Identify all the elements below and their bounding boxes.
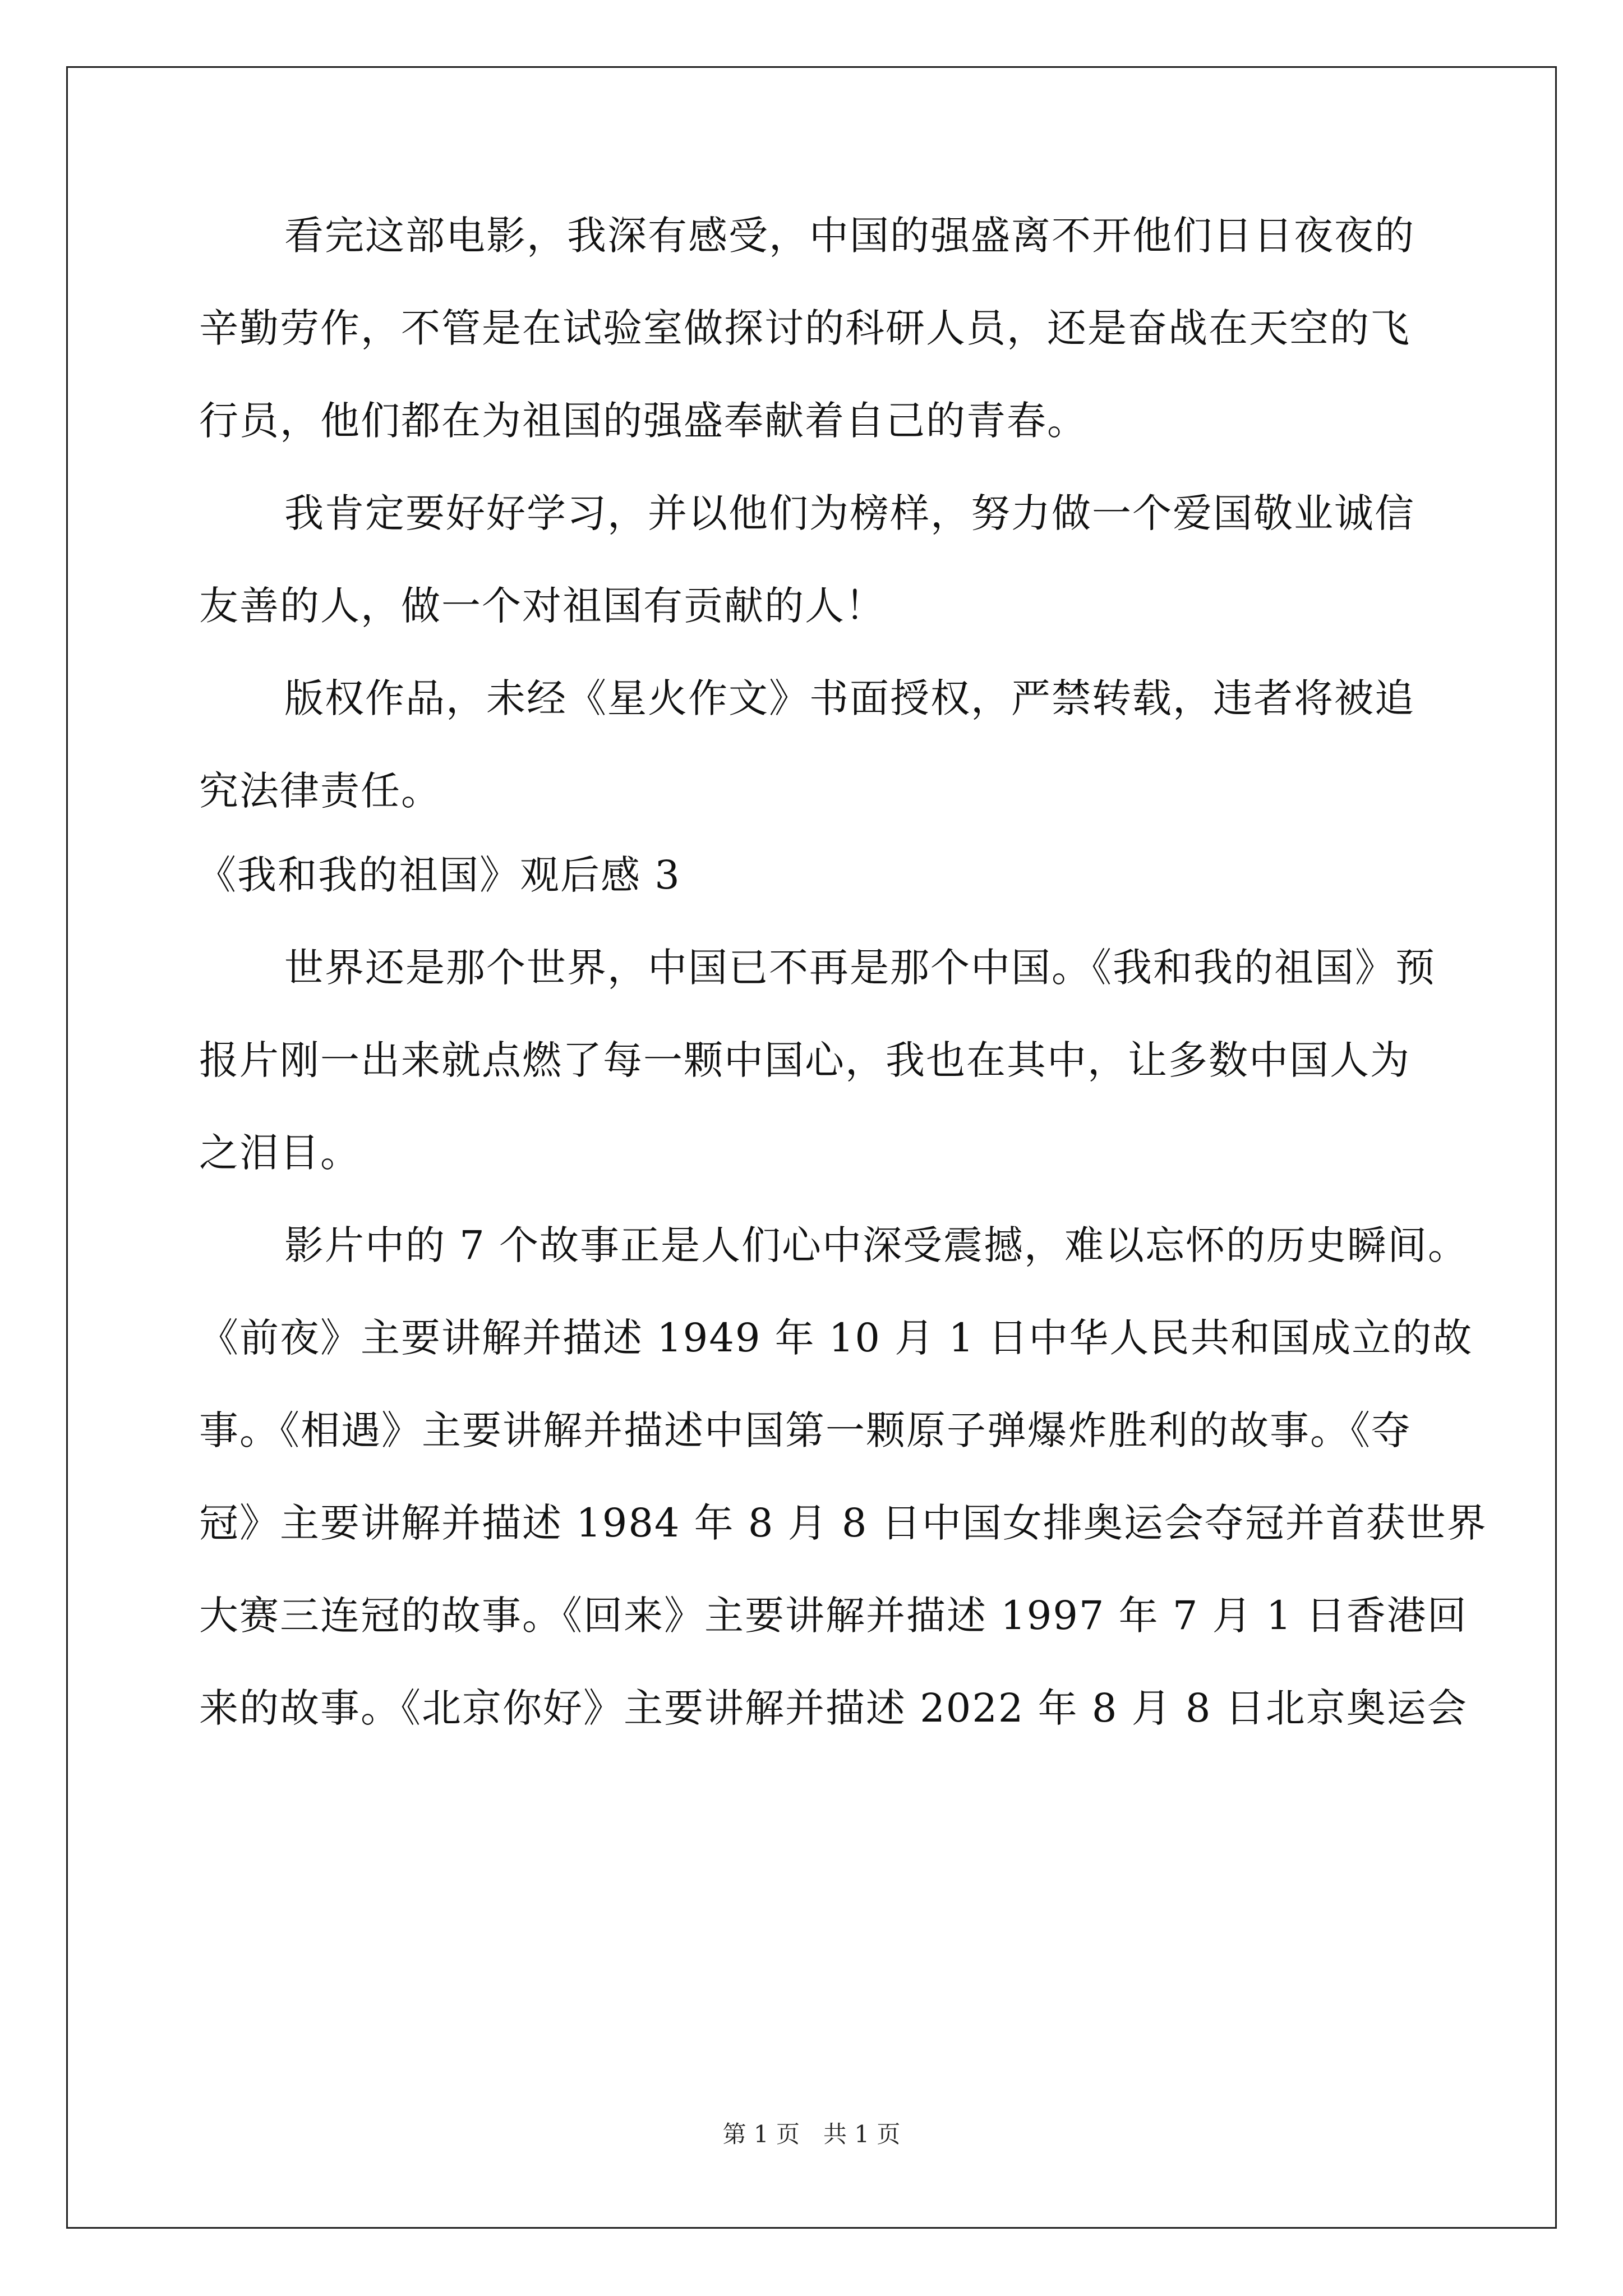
- paragraph-5-line-5: 大赛三连冠的故事。《回来》主要讲解并描述 1997 年 7 月 1 日香港回: [199, 1593, 1468, 1639]
- paragraph-4-line-2: 报片刚一出来就点燃了每一颗中国心，我也在其中，让多数中国人为: [199, 1037, 1410, 1083]
- paragraph-3-line-1: 版权作品，未经《星火作文》书面授权，严禁转载，违者将被追: [284, 675, 1415, 721]
- paragraph-3-line-2: 究法律责任。: [199, 768, 441, 814]
- paragraph-2-line-2: 友善的人，做一个对祖国有贡献的人！: [199, 583, 886, 629]
- paragraph-5-line-4: 冠》主要讲解并描述 1984 年 8 月 8 日中国女排奥运会夺冠并首获世界: [199, 1500, 1487, 1546]
- paragraph-1-line-2: 辛勤劳作，不管是在试验室做探讨的科研人员，还是奋战在天空的飞: [199, 305, 1410, 351]
- paragraph-5-line-1: 影片中的 7 个故事正是人们心中深受震撼，难以忘怀的历史瞬间。: [284, 1222, 1469, 1268]
- paragraph-5-line-6: 来的故事。《北京你好》主要讲解并描述 2022 年 8 月 8 日北京奥运会: [199, 1685, 1468, 1731]
- paragraph-1-line-3: 行员，他们都在为祖国的强盛奉献着自己的青春。: [199, 398, 1087, 444]
- section-heading: 《我和我的祖国》观后感 3: [197, 852, 681, 898]
- paragraph-1-line-1: 看完这部电影，我深有感受，中国的强盛离不开他们日日夜夜的: [284, 213, 1415, 259]
- paragraph-2-line-1: 我肯定要好好学习，并以他们为榜样，努力做一个爱国敬业诚信: [284, 490, 1415, 536]
- paragraph-4-line-3: 之泪目。: [199, 1130, 361, 1176]
- paragraph-5-line-3: 事。《相遇》主要讲解并描述中国第一颗原子弹爆炸胜利的故事。《夺: [199, 1407, 1412, 1453]
- page-footer: 第 1 页 共 1 页: [722, 2120, 901, 2148]
- paragraph-4-line-1: 世界还是那个世界，中国已不再是那个中国。《我和我的祖国》预: [284, 945, 1436, 991]
- paragraph-5-line-2: 《前夜》主要讲解并描述 1949 年 10 月 1 日中华人民共和国成立的故: [199, 1315, 1473, 1361]
